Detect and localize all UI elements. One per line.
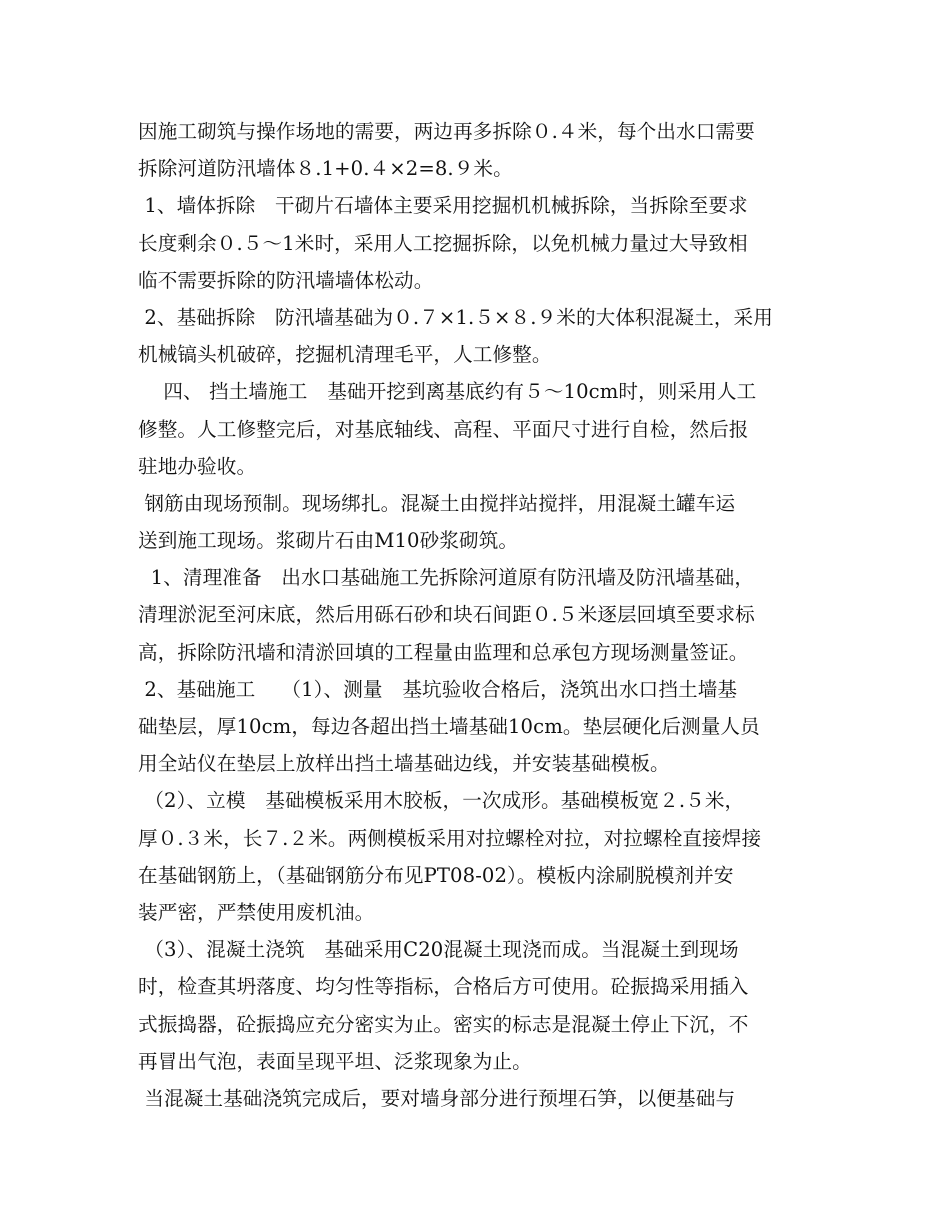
text-line: 临不需要拆除的防汛墙墙体松动。 — [138, 268, 434, 292]
text-line: 清理淤泥至河床底，然后用砾石砂和块石间距０.５米逐层回填至要求标 — [138, 603, 755, 627]
text-line: 当混凝土基础浇筑完成后，要对墙身部分进行预埋石笋，以便基础与 — [138, 1086, 736, 1110]
text-line: 再冒出气泡，表面呈现平坦、泛浆现象为止。 — [138, 1049, 532, 1073]
document-body — [138, 113, 828, 1117]
text-line: 机械镐头机破碎，挖掘机清理毛平，人工修整。 — [138, 343, 552, 367]
text-line: 驻地办验收。 — [138, 454, 257, 478]
text-line: 修整。人工修整完后，对基底轴线、高程、平面尺寸进行自检，然后报 — [138, 417, 749, 441]
text-line: （3）、混凝土浇筑 基础采用C20混凝土现浇而成。当混凝土到现场 — [138, 938, 739, 962]
text-line: 1、清理准备 出水口基础施工先拆除河道原有防汛墙及防汛墙基础， — [138, 566, 755, 590]
text-line: 送到施工现场。浆砌片石由M10砂浆砌筑。 — [138, 529, 519, 553]
text-line: 时，检查其坍落度、均匀性等指标，合格后方可使用。砼振捣采用插入 — [138, 975, 749, 999]
text-line: 础垫层，厚10cm，每边各超出挡土墙基础10cm。垫层硬化后测量人员 — [138, 715, 760, 738]
text-line: 因施工砌筑与操作场地的需要，两边再多拆除０.４米，每个出水口需要 — [138, 120, 755, 143]
text-line: 拆除河道防汛墙体８.1+0.４×2=8.９米。 — [138, 157, 513, 181]
text-line: 长度剩余０.５～1米时，采用人工挖掘拆除，以免机械力量过大导致相 — [138, 231, 748, 255]
text-line: 用全站仪在垫层上放样出挡土墙基础边线，并安装基础模板。 — [138, 752, 670, 776]
text-line: 在基础钢筋上，（基础钢筋分布见PT08-02）。模板内涂刷脱模剂并安 — [138, 863, 734, 887]
text-line: 1、墙体拆除 干砌片石墙体主要采用挖掘机机械拆除，当拆除至要求 — [138, 194, 748, 218]
text-line: 2、基础施工 （1）、测量 基坑验收合格后，浇筑出水口挡土墙基 — [138, 677, 738, 701]
text-line: 厚０.３米，长７.２米。两侧模板采用对拉螺栓对拉，对拉螺栓直接焊接 — [138, 826, 762, 850]
text-line: 装严密，严禁使用废机油。 — [138, 900, 375, 924]
text-line: 四、 挡土墙施工 基础开挖到离基底约有５～10cm时，则采用人工 — [138, 380, 757, 404]
text-line: （2）、立模 基础模板采用木胶板，一次成形。基础模板宽２.５米， — [138, 789, 745, 813]
text-line: 2、基础拆除 防汛墙基础为０.７×1.５×８.９米的大体积混凝土，采用 — [138, 305, 773, 329]
text-line: 高，拆除防汛墙和清淤回填的工程量由监理和总承包方现场测量签证。 — [138, 640, 749, 664]
text-line: 钢筋由现场预制。现场绑扎。混凝土由搅拌站搅拌，用混凝土罐车运 — [138, 491, 736, 515]
text-line: 式振捣器，砼振捣应充分密实为止。密实的标志是混凝土停止下沉，不 — [138, 1012, 749, 1036]
